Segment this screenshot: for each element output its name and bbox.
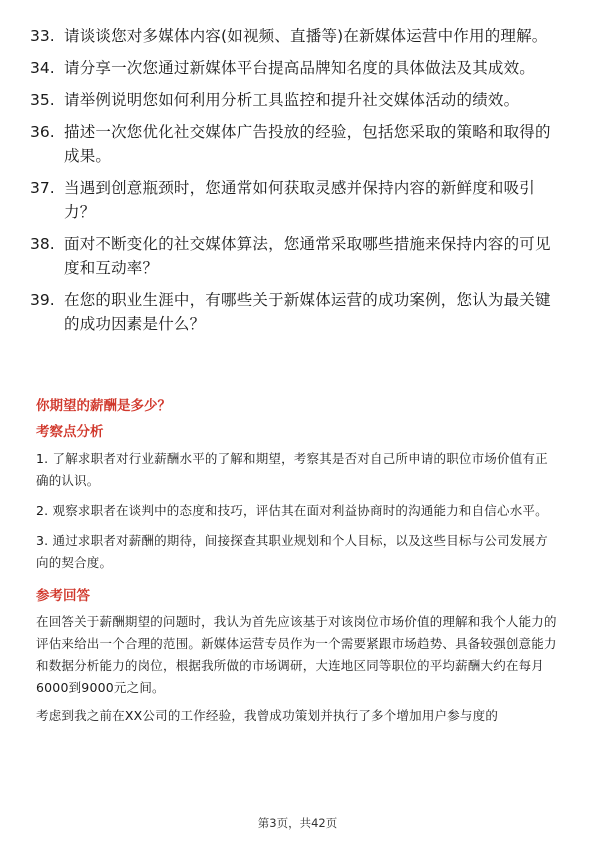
salary-question-title: 你期望的薪酬是多少？ xyxy=(36,398,171,414)
question-item xyxy=(30,232,565,280)
question-item xyxy=(30,288,565,336)
question-text: 面对不断变化的社交媒体算法，您通常采取哪些措施来保持内容的可见度和互动率？ xyxy=(64,235,551,277)
question-text: 请举例说明您如何利用分析工具监控和提升社交媒体活动的绩效。 xyxy=(64,91,520,109)
question-list xyxy=(30,24,565,344)
salary-section xyxy=(36,396,559,727)
question-item xyxy=(30,88,565,112)
analysis-point: 3. 通过求职者对薪酬的期待，间接探查其职业规划和个人目标，以及这些目标与公司发展方向的契合度。 xyxy=(36,533,548,570)
analysis-heading: 考察点分析 xyxy=(36,424,104,440)
analysis-point: 1. 了解求职者对行业薪酬水平的了解和期望，考察其是否对自己所申请的职位市场价值有正确的认识。 xyxy=(36,451,548,488)
question-item xyxy=(30,24,565,48)
question-text: 请谈谈您对多媒体内容(如视频、直播等)在新媒体运营中作用的理解。 xyxy=(64,27,548,45)
question-number: 33. xyxy=(30,27,55,45)
analysis-point: 2. 观察求职者在谈判中的态度和技巧，评估其在面对利益协商时的沟通能力和自信心水平。 xyxy=(36,503,548,518)
question-number: 36. xyxy=(30,123,55,141)
question-item xyxy=(30,120,565,168)
question-item xyxy=(30,56,565,80)
answer-paragraph: 在回答关于薪酬期望的问题时，我认为首先应该基于对该岗位市场价值的理解和我个人能力的评估来给出一个合理的范围。新媒体运营专员作为一个需要紧跟市场趋势、具备较强创意能力和数据分析能力的岗位，根据我所做的市场调研，大连地区同等职位的平均薪酬大约在每月6000到9000元之间。 xyxy=(36,614,557,695)
question-text: 当遇到创意瓶颈时，您通常如何获取灵感并保持内容的新鲜度和吸引力？ xyxy=(64,179,536,221)
question-text: 在您的职业生涯中，有哪些关于新媒体运营的成功案例，您认为最关键的成功因素是什么？ xyxy=(64,291,551,333)
answer-heading: 参考回答 xyxy=(36,588,90,604)
question-text: 描述一次您优化社交媒体广告投放的经验，包括您采取的策略和取得的成果。 xyxy=(64,123,551,165)
question-number: 35. xyxy=(30,91,55,109)
answer-paragraph: 考虑到我之前在XX公司的工作经验，我曾成功策划并执行了多个增加用户参与度的 xyxy=(36,708,499,723)
question-item xyxy=(30,176,565,224)
page-footer: 第3页，共42页 xyxy=(257,816,338,830)
question-number: 37. xyxy=(30,179,55,197)
question-number: 38. xyxy=(30,235,55,253)
question-text: 请分享一次您通过新媒体平台提高品牌知名度的具体做法及其成效。 xyxy=(64,59,536,77)
question-number: 39. xyxy=(30,291,55,309)
question-number: 34. xyxy=(30,59,55,77)
